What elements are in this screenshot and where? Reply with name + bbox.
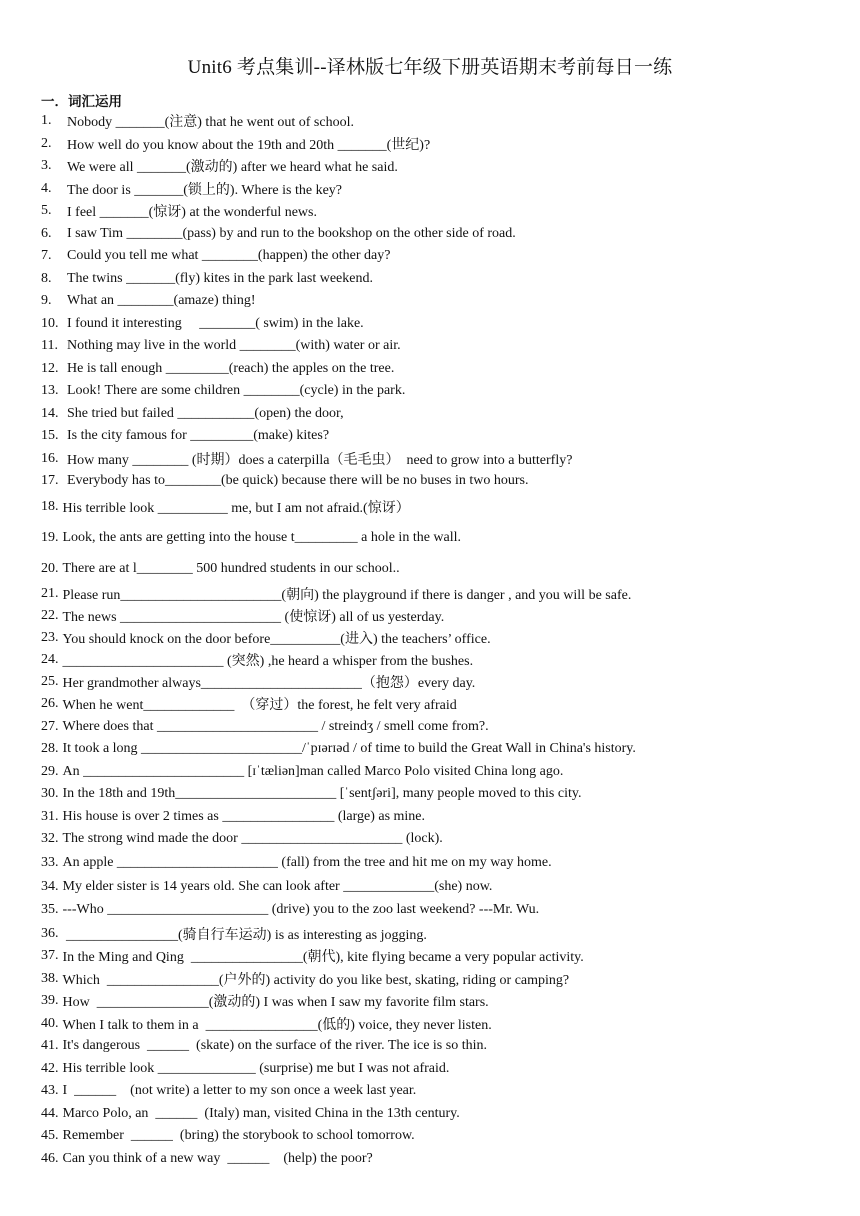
question-number: 21. bbox=[41, 585, 59, 601]
question-number: 27. bbox=[41, 718, 59, 734]
question-item bbox=[41, 245, 821, 268]
question-item bbox=[41, 716, 821, 739]
question-item bbox=[41, 990, 821, 1013]
question-number: 39. bbox=[41, 993, 59, 1009]
question-item bbox=[41, 1148, 821, 1171]
question-number: 6. bbox=[41, 225, 52, 241]
question-text: We were all _______(激动的) after we heard what he said. bbox=[67, 160, 398, 176]
question-item bbox=[41, 945, 821, 968]
question-number: 33. bbox=[41, 854, 59, 870]
question-text: Everybody has to________(be quick) because there will be no buses in two hours. bbox=[67, 473, 529, 489]
section-heading: 一．词汇运用 bbox=[41, 94, 122, 109]
question-text: How well do you know about the 19th and 20th _______(世纪)? bbox=[67, 137, 431, 153]
question-item bbox=[41, 380, 821, 403]
question-number: 18. bbox=[41, 498, 59, 514]
question-text: Look, the ants are getting into the house t_________ a hole in the wall. bbox=[62, 529, 462, 545]
question-text: When he went_____________ （穿过）the forest, he felt very afraid bbox=[62, 698, 457, 714]
question-text: Look! There are some children ________(cycle) in the park. bbox=[67, 383, 406, 399]
question-number: 9. bbox=[41, 293, 52, 309]
question-text: Could you tell me what ________(happen) the other day? bbox=[67, 248, 391, 264]
question-number: 28. bbox=[41, 741, 59, 757]
question-number: 7. bbox=[41, 248, 52, 264]
question-number: 42. bbox=[41, 1060, 59, 1076]
question-text: Nothing may live in the world ________(with) water or air. bbox=[67, 338, 401, 354]
question-number: 37. bbox=[41, 948, 59, 964]
question-text: The news _______________________ (使惊讶) all of us yesterday. bbox=[62, 610, 445, 626]
question-text: His terrible look __________ me, but I am not afraid.(惊讶） bbox=[62, 500, 410, 516]
question-item bbox=[41, 898, 821, 923]
question-number: 35. bbox=[41, 902, 59, 918]
question-text: Remember ______ (bring) the storybook to school tomorrow. bbox=[62, 1128, 415, 1144]
question-text: An _______________________ [ɪˈtæliən]man called Marco Polo visited China long ago. bbox=[62, 763, 564, 779]
question-text: My elder sister is 14 years old. She can look after _____________(she) now. bbox=[62, 878, 493, 894]
question-text: In the Ming and Qing ________________(朝代), kite flying became a very popular activity. bbox=[62, 950, 584, 966]
question-number: 11. bbox=[41, 338, 58, 354]
question-item bbox=[41, 1080, 821, 1103]
question-item bbox=[41, 1035, 821, 1058]
question-number: 12. bbox=[41, 360, 59, 376]
question-text: Where does that _______________________ / streindʒ / smell come from?. bbox=[62, 718, 489, 734]
question-number: 31. bbox=[41, 808, 59, 824]
question-item bbox=[41, 200, 821, 223]
question-text: ________________(骑自行车运动) is as interesting as jogging. bbox=[62, 927, 427, 943]
question-number: 14. bbox=[41, 405, 59, 421]
question-text: I saw Tim ________(pass) by and run to the bookshop on the other side of road. bbox=[67, 225, 516, 241]
question-item bbox=[41, 628, 821, 650]
question-text: Nobody _______(注意) that he went out of school. bbox=[67, 115, 354, 131]
question-number: 30. bbox=[41, 786, 59, 802]
question-item bbox=[41, 155, 821, 178]
question-item bbox=[41, 671, 821, 694]
question-item bbox=[41, 968, 821, 991]
question-number: 36. bbox=[41, 925, 59, 941]
question-text: He is tall enough _________(reach) the apples on the tree. bbox=[67, 360, 395, 376]
question-item bbox=[41, 290, 821, 313]
question-item bbox=[41, 268, 821, 291]
question-item bbox=[41, 133, 821, 156]
question-number: 44. bbox=[41, 1105, 59, 1121]
question-text: Marco Polo, an ______ (Italy) man, visited China in the 13th century. bbox=[62, 1105, 460, 1121]
question-text: Please run_______________________(朝向) the playground if there is danger , and you will be safe. bbox=[62, 587, 632, 603]
question-number: 2. bbox=[41, 135, 52, 151]
question-item bbox=[41, 875, 821, 898]
question-item bbox=[41, 335, 821, 358]
question-number: 32. bbox=[41, 831, 59, 847]
question-item bbox=[41, 425, 821, 448]
question-text: ---Who _______________________ (drive) you to the zoo last weekend? ---Mr. Wu. bbox=[62, 902, 540, 918]
question-number: 19. bbox=[41, 529, 59, 545]
question-number: 3. bbox=[41, 158, 52, 174]
question-number: 20. bbox=[41, 560, 59, 576]
question-number: 1. bbox=[41, 113, 52, 129]
question-text: How many ________ (时期）does a caterpilla（毛毛虫） need to grow into a butterfly? bbox=[67, 452, 573, 468]
question-item bbox=[41, 605, 821, 628]
question-number: 40. bbox=[41, 1015, 59, 1031]
question-number: 46. bbox=[41, 1150, 59, 1166]
question-text: It took a long _______________________/ˈpɪərɪəd / of time to build the Great Wall in China's history. bbox=[62, 741, 636, 757]
question-text: An apple _______________________ (fall) from the tree and hit me on my way home. bbox=[62, 854, 552, 870]
question-text: She tried but failed ___________(open) the door, bbox=[67, 405, 344, 421]
question-item bbox=[41, 693, 821, 716]
question-number: 43. bbox=[41, 1083, 59, 1099]
question-item bbox=[41, 923, 821, 946]
question-number: 15. bbox=[41, 428, 59, 444]
question-item bbox=[41, 583, 821, 606]
question-text: I feel _______(惊讶) at the wonderful news. bbox=[67, 205, 317, 221]
question-item bbox=[41, 851, 821, 876]
question-text: What an ________(amaze) thing! bbox=[67, 293, 256, 309]
question-text: When I talk to them in a ________________(低的) voice, they never listen. bbox=[62, 1017, 492, 1033]
question-text: I found it interesting ________( swim) in the lake. bbox=[67, 315, 364, 331]
question-number: 8. bbox=[41, 270, 52, 286]
question-item bbox=[41, 783, 821, 806]
question-item bbox=[41, 403, 821, 426]
question-text: The strong wind made the door _______________________ (lock). bbox=[62, 831, 443, 847]
question-list bbox=[41, 110, 821, 1170]
question-item bbox=[41, 178, 821, 201]
question-item bbox=[41, 470, 821, 493]
question-number: 25. bbox=[41, 673, 59, 689]
question-text: Which ________________(户外的) activity do you like best, skating, riding or camping? bbox=[62, 972, 570, 988]
question-item bbox=[41, 649, 821, 671]
question-item bbox=[41, 761, 821, 784]
question-number: 29. bbox=[41, 763, 59, 779]
question-text: You should knock on the door before__________(进入) the teachers’ office. bbox=[62, 632, 491, 648]
question-number: 10. bbox=[41, 315, 59, 331]
question-item bbox=[41, 521, 821, 555]
question-text: The door is _______(锁上的). Where is the key? bbox=[67, 182, 343, 198]
question-item bbox=[41, 738, 821, 761]
question-item bbox=[41, 806, 821, 829]
question-text: It's dangerous ______ (skate) on the surface of the river. The ice is so thin. bbox=[62, 1038, 487, 1054]
question-text: His terrible look ______________ (surprise) me but I was not afraid. bbox=[62, 1060, 450, 1076]
question-number: 5. bbox=[41, 203, 52, 219]
question-number: 26. bbox=[41, 696, 59, 712]
question-item bbox=[41, 828, 821, 851]
question-item bbox=[41, 493, 821, 521]
question-item bbox=[41, 110, 821, 133]
question-text: _______________________ (突然) ,he heard a whisper from the bushes. bbox=[62, 653, 474, 669]
question-number: 38. bbox=[41, 970, 59, 986]
question-number: 24. bbox=[41, 651, 59, 667]
question-number: 34. bbox=[41, 878, 59, 894]
question-item bbox=[41, 1103, 821, 1126]
question-number: 13. bbox=[41, 383, 59, 399]
question-number: 17. bbox=[41, 473, 59, 489]
question-number: 41. bbox=[41, 1038, 59, 1054]
question-text: There are at l________ 500 hundred students in our school.. bbox=[62, 560, 400, 576]
question-text: How ________________(激动的) I was when I saw my favorite film stars. bbox=[62, 995, 489, 1011]
question-item bbox=[41, 313, 821, 336]
question-item bbox=[41, 358, 821, 381]
question-item bbox=[41, 1058, 821, 1081]
question-item bbox=[41, 1013, 821, 1036]
question-text: Is the city famous for _________(make) kites? bbox=[67, 428, 330, 444]
question-item bbox=[41, 448, 821, 471]
question-number: 22. bbox=[41, 608, 59, 624]
question-item bbox=[41, 223, 821, 246]
question-item bbox=[41, 1125, 821, 1148]
question-text: His house is over 2 times as ________________ (large) as mine. bbox=[62, 808, 426, 824]
question-number: 45. bbox=[41, 1128, 59, 1144]
question-text: In the 18th and 19th_______________________ [ˈsentʃəri], many people moved to this city. bbox=[62, 786, 582, 802]
question-number: 23. bbox=[41, 630, 59, 646]
question-text: Her grandmother always_______________________（抱怨）every day. bbox=[62, 675, 476, 691]
question-number: 16. bbox=[41, 450, 59, 466]
question-text: Can you think of a new way ______ (help) the poor? bbox=[62, 1150, 373, 1166]
question-number: 4. bbox=[41, 180, 52, 196]
question-text: I ______ (not write) a letter to my son once a week last year. bbox=[62, 1083, 417, 1099]
question-item bbox=[41, 555, 821, 583]
page-title: Unit6 考点集训--译林版七年级下册英语期末考前每日一练 bbox=[187, 57, 673, 78]
question-text: The twins _______(fly) kites in the park last weekend. bbox=[67, 270, 373, 286]
